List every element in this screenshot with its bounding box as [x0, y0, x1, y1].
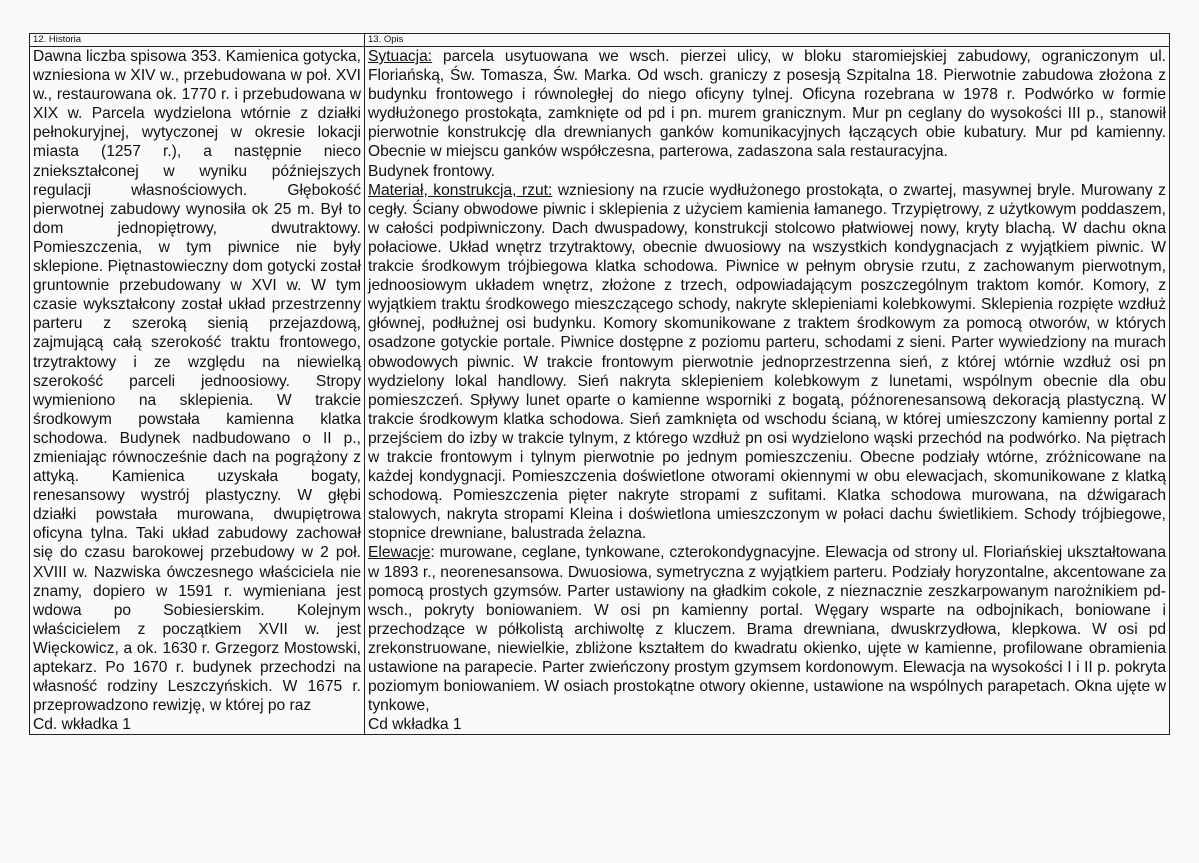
historia-header: 12. Historia [30, 34, 365, 47]
record-card-table [29, 33, 1170, 735]
opis-cell [365, 47, 1170, 735]
budynek-heading: Budynek frontowy. [368, 162, 496, 180]
sytuacja-text: parcela usytuowana we wsch. pierzei ulicy, w bloku staromiejskiej zabudowy, ograniczonym ul. Floriańską, Św. Tomasza, Św. Marka. Od wsch. graniczy z posesją Szpitalna 18. Pierwotnie zabudowa złożona z budynku frontowego i równoległej do niego oficyny tylnej. Oficyna rozebrana w 1978 r. Podwórko w formie wydłużonego prostokąta, zamknięte od pd i pn. murem granicznym. Mur pn ceglany do wysokości III p., stanowił pierwotnie konstrukcję dla drewnianych ganków komunikacyjnych łączących obie kubatury. Mur pd kamienny. Obecnie w miejscu ganków współczesna, parterowa, zadaszona sala restauracyjna. [368, 48, 1166, 161]
material-label: Materiał, konstrukcja, rzut: [368, 181, 553, 199]
historia-text: Dawna liczba spisowa 353. Kamienica gotycka, wzniesiona w XIV w., przebudowana w poł. XVI w., restaurowana ok. 1770 r. i przebudowana w XIX w. Parcela wydzielona wtórnie z działki pełnokuryjnej, wytyczonej w okresie lokacji miasta (1257 r.), a następnie nieco zniekształconej w wyniku późniejszych regulacji własnościowych. Głębokość pierwotnej zabudowy wynosiła ok 25 m. Był to dom jednopiętrowy, dwutraktowy. Pomieszczenia, w tym piwnice nie były sklepione. Piętnastowieczny dom gotycki został gruntownie przebudowany w XVI w. W tym czasie wykształcony został układ przestrzenny parteru z szeroką sienią przejazdową, zajmującą całą szerokość traktu frontowego, trzytraktowy i ze względu na niewielką szerokość parceli jednoosiowy. Stropy wymieniono na sklepienia. W trakcie środkowym powstała kamienna klatka schodowa. Budynek nadbudowano o II p., zmieniając równocześnie dach na pogrążony z attyką. Kamienica uzyskała bogaty, renesansowy wystrój plastyczny. W głębi działki powstała murowana, dwupiętrowa oficyna tylna. Taki układ zabudowy zachował się do czasu barokowej przebudowy w 2 poł. XVIII w. Nazwiska ówczesnego właściciela nie znamy, dopiero w 1591 r. wymieniana jest wdowa po Sobiesierskim. Kolejnym właścicielem z początkiem XVII w. jest Więckowicz, a ok. 1630 r. Grzegorz Mostowski, aptekarz. Po 1670 r. budynek przechodzi na własność rodziny Leszczyńskich. W 1675 r. przeprowadzono rewizję, w której po raz [33, 48, 361, 715]
elewacje-text: : murowane, ceglane, tynkowane, czterokondygnacyjne. Elewacja od strony ul. Floriańskiej ukształtowana w 1893 r., neorenesansowa. Dwuosiowa, symetryczna z wyjątkiem parteru. Podziały horyzontalne, akcentowane za pomocą prostych gzymsów. Parter ustawiony na gładkim cokole, z nieznacznie zeszkarpowanym narożnikiem pd-wsch., pokryty boniowaniem. W osi pn kamienny portal. Węgary wsparte na odbojnikach, boniowane i przechodzące w półkolistą archiwoltę z kluczem. Brama drewniana, dwuskrzydłowa, klepkowa. W osi pd zrekonstruowane, niewielkie, zbliżone kształtem do kwadratu okienko, ujęte w kamienne, profilowane obramienia ustawione na parapecie. Parter zwieńczony prostym gzymsem kordonowym. Elewacja na wysokości I i II p. pokryta poziomym boniowaniem. W osiach prostokątne otwory okienne, ustawione na wspólnych parapetach. Okna ujęte w tynkowe, [368, 544, 1166, 715]
sytuacja-label: Sytuacja: [368, 48, 433, 65]
header-row [30, 34, 1170, 47]
elewacje-paragraph [368, 543, 1166, 715]
opis-continuation-note: Cd wkładka 1 [368, 716, 462, 734]
material-text: wzniesiony na rzucie wydłużonego prostokąta, o zwartej, masywnej bryle. Murowany z cegły. Ściany obwodowe piwnic i sklepienia z użyciem kamienia łamanego. Trzypiętrowy, z użytkowym poddaszem, w całości podpiwniczony. Dach dwuspadowy, konstrukcji stolcowo płatwiowej nowy, kryty blachą. W dachu okna połaciowe. Układ wnętrz trzytraktowy, obecnie dwuosiowy na wszystkich kondygnacjach z wyjątkiem piwnic. W trakcie środkowym trójbiegowa klatka schodowa. Piwnice w pełnym obrysie rzutu, z zachowanym pierwotnym, jednoosiowym układem wnętrz, złożone z trzech, odpowiadającym poszczególnym traktom komór. Komory, z wyjątkiem traktu środkowego mieszczącego schody, nakryte sklepieniami kolebkowymi. Sklepienia rozpięte wzdłuż głównej, podłużnej osi budynku. Komory skomunikowane z traktem środkowym za pomocą otworów, w których osadzone gotyckie portale. Piwnice dostępne z poziomu parteru, schodami z sieni. Parter wywiedziony na murach obwodowych piwnic. W trakcie frontowym pierwotnie jednoprzestrzenna sień, z której wtórnie wzdłuż osi pn wydzielony lokal handlowy. Sień nakryta sklepieniem kolebkowym z lunetami, wspólnym obecnie dla obu pomieszczeń. Spływy lunet oparte o kamienne wsporniki z bogatą, późnorenesansową dekoracją plastyczną. W trakcie środkowym klatka schodowa. Sień zamknięta od wschodu ścianą, w której umieszczony kamienny portal z przejściem do izby w trakcie tylnym, z którego wzdłuż pn osi wydzielono wąski przechód na podwórko. Na piętrach w trakcie frontowym i tylnym pierwotnie po jednym pomieszczeniu. Obecne podziały wtórne, zróżnicowane na każdej kondygnacji. Pomieszczenia doświetlone otworami okiennymi w obu elewacjach, skomunikowane z klatką schodową. Pomieszczenia pięter nakryte stropami z sufitami. Klatka schodowa murowana, na dźwigarach stalowych, nakryta stropami Kleina i doświetlona umieszczonym w połaci dachu świetlikiem. Schody trójbiegowe, stopnice drewniane, balustrada żelazna. [368, 181, 1166, 543]
sytuacja-paragraph [368, 47, 1166, 162]
historia-continuation-note: Cd. wkładka 1 [33, 716, 131, 734]
historia-cell [30, 47, 365, 735]
opis-header: 13. Opis [365, 34, 1170, 47]
content-row [30, 47, 1170, 735]
elewacje-label: Elewacje [368, 544, 431, 562]
material-paragraph [368, 181, 1166, 544]
